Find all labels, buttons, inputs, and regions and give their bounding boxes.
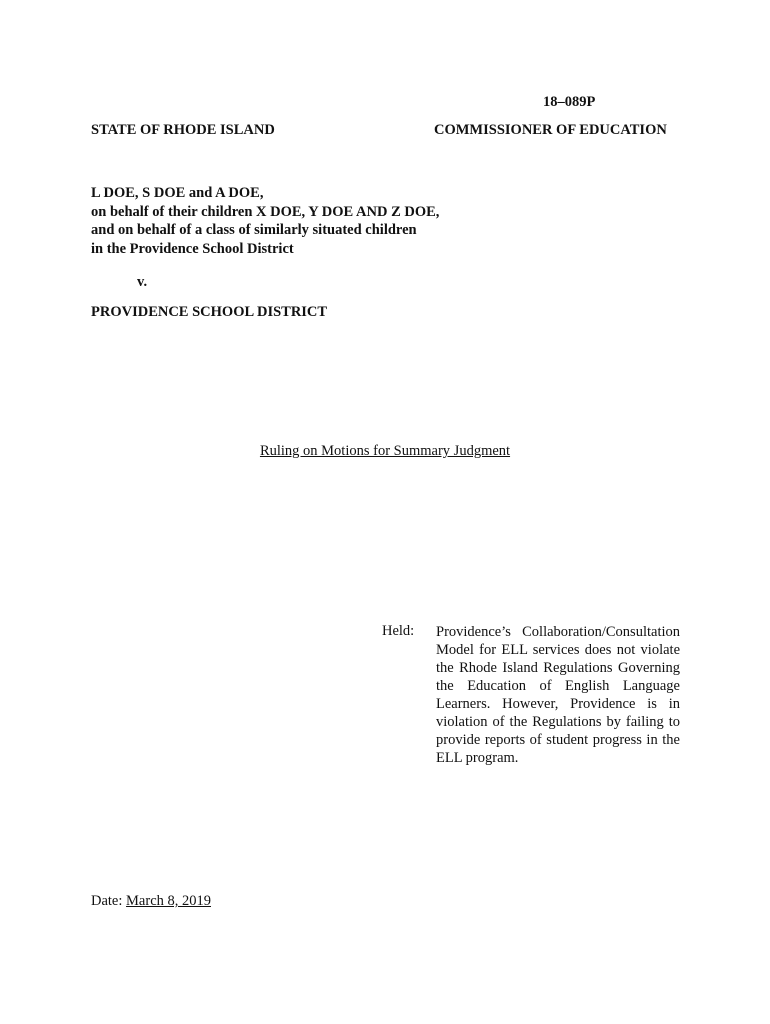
petitioner-line: and on behalf of a class of similarly situated children xyxy=(91,222,417,238)
petitioner-line: L DOE, S DOE and A DOE, xyxy=(91,185,264,201)
state-label: STATE OF RHODE ISLAND xyxy=(91,122,275,138)
petitioner-line: on behalf of their children X DOE, Y DOE AND Z DOE, xyxy=(91,203,440,220)
held-text: Providence’s Collaboration/Consultation Model for ELL services does not violate the Rhode Island Regulations Governing the Education of English Language Learners. However, Providence is in violation of the Regulations by failing to provide reports of student progress in the ELL program. xyxy=(436,624,680,766)
date-label: Date: xyxy=(91,893,127,909)
respondent-name: PROVIDENCE SCHOOL DISTRICT xyxy=(91,304,328,320)
held-label: Held: xyxy=(382,623,415,639)
date-value: March 8, 2019 xyxy=(126,893,211,909)
date-line xyxy=(91,893,211,910)
case-number: 18–089P xyxy=(543,94,596,110)
petitioners-block xyxy=(91,184,439,258)
petitioner-line: in the Providence School District xyxy=(91,240,294,257)
versus-label: v. xyxy=(137,274,148,290)
ruling-title: Ruling on Motions for Summary Judgment xyxy=(259,443,511,459)
commissioner-label: COMMISSIONER OF EDUCATION xyxy=(434,122,667,138)
